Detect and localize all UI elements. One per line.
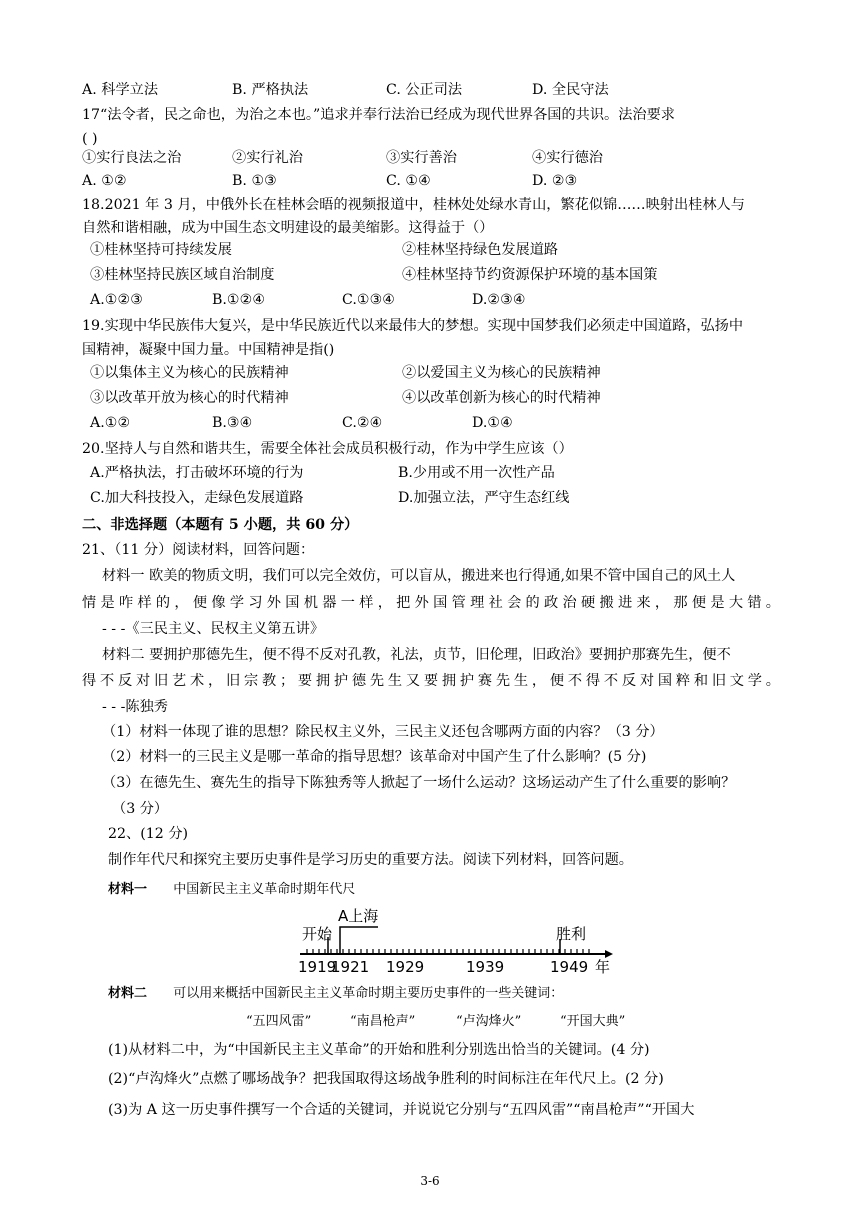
q22-material-1-label: 材料一	[108, 882, 148, 897]
q18-stem-line-1: 18.2021 年 3 月，中俄外长在桂林会晤的视频报道中，桂林处处绿水青山，繁花似锦……映射出桂林人与	[82, 197, 745, 213]
q20-option-c: C.加大科技投入，走绿色发展道路	[90, 490, 304, 506]
q19-item-2: ②以爱国主义为核心的民族精神	[402, 365, 601, 381]
q19-item-4: ④以改革创新为核心的时代精神	[402, 390, 601, 406]
q22-heading: 22、(12 分)	[108, 826, 189, 842]
q17-answer-paren: ( )	[82, 131, 98, 147]
q22-material-2-label: 材料二	[108, 986, 148, 1001]
q19-stem-line-2: 国精神，凝聚中国力量。中国精神是指()	[82, 342, 335, 358]
q17-option-b: B. ①③	[232, 173, 277, 189]
timeline-marker-event-a	[340, 927, 378, 954]
timeline-year-3: 1929	[386, 958, 425, 976]
q19-item-3: ③以改革开放为核心的时代精神	[90, 390, 289, 406]
q18-item-3: ③桂林坚持民族区域自治制度	[90, 267, 275, 283]
timeline-year-1: 1919	[298, 958, 337, 976]
q19-option-b: B.③④	[212, 415, 253, 431]
q17-item-1: ①实行良法之治	[82, 150, 182, 166]
q19-option-c: C.②④	[342, 415, 383, 431]
q22-keyword-3: “卢沟烽火”	[456, 1014, 522, 1029]
q17-option-c: C. ①④	[386, 173, 431, 189]
q18-option-a: A.①②③	[90, 292, 143, 308]
q22-keyword-1: “五四风雷”	[246, 1014, 312, 1029]
q18-option-d: D.②③④	[472, 292, 526, 308]
q18-option-b: B.①②④	[212, 292, 266, 308]
q22-material-2-text: 可以用来概括中国新民主主义革命时期主要历史事件的一些关键词：	[173, 986, 564, 1001]
page-number: 3-6	[420, 1174, 440, 1188]
q17-stem: 17“法令者，民之命也，为治之本也。”追求并奉行法治已经成为现代世界各国的共识。法治要求	[82, 107, 675, 123]
q18-item-2: ②桂林坚持绿色发展道路	[402, 242, 559, 258]
q17-option-d: D. ②③	[532, 173, 578, 189]
q18-option-c: C.①③④	[342, 292, 396, 308]
timeline-unit: 年	[595, 958, 611, 976]
q19-option-a: A.①②	[90, 415, 131, 431]
q22-material-1-text: 中国新民主主义革命时期年代尺	[173, 882, 356, 897]
q21-material-2-line-2: 得不反对旧艺术，旧宗教；要拥护德先生又要拥护赛先生，便不得不反对国粹和旧文学。	[82, 673, 780, 689]
q20-option-a: A.严格执法，打击破坏环境的行为	[90, 465, 304, 481]
q16-option-b: B. 严格执法	[232, 82, 309, 98]
q22-sub-question-1: (1)从材料二中，为“中国新民主主义革命”的开始和胜利分别选出恰当的关键词。(4 分)	[108, 1042, 650, 1058]
q21-material-2-line-1: 材料二 要拥护那德先生，便不得不反对孔教，礼法，贞节，旧伦理，旧政治》要拥护那赛先生，便不	[102, 647, 731, 663]
q17-item-4: ④实行德治	[532, 150, 603, 166]
timeline-label-start: 开始	[302, 925, 333, 943]
section-2-title: 二、非选择题（本题有 5 小题，共 60 分）	[82, 517, 359, 533]
q21-material-2-source: - - -陈独秀	[102, 699, 168, 715]
q17-option-a: A. ①②	[82, 173, 127, 189]
q17-item-3: ③实行善治	[386, 150, 457, 166]
q21-material-1-line-2: 情是咋样的，便像学习外国机器一样，把外国管理社会的政治硬搬进来，那便是大错。	[82, 595, 780, 611]
q21-material-1-source: - - -《三民主义、民权主义第五讲》	[102, 621, 325, 637]
q21-material-1-line-1: 材料一 欧美的物质文明，我们可以完全效仿，可以盲从，搬进来也行得通,如果不管中国自己的风土人	[102, 568, 736, 584]
timeline-year-2: 1921	[331, 958, 370, 976]
q19-stem-line-1: 19.实现中华民族伟大复兴，是中华民族近代以来最伟大的梦想。实现中国梦我们必须走中国道路，弘扬中	[82, 318, 744, 334]
q22-keyword-4: “开国大典”	[560, 1014, 626, 1029]
q18-item-4: ④桂林坚持节约资源保护环境的基本国策	[402, 267, 658, 283]
q22-material-2	[108, 984, 563, 1004]
timeline-label-victory: 胜利	[556, 925, 587, 943]
q17-item-2: ②实行礼治	[232, 150, 303, 166]
q16-option-a: A. 科学立法	[82, 82, 159, 98]
q19-option-d: D.①④	[472, 415, 513, 431]
q22-keyword-2: “南昌枪声”	[350, 1014, 416, 1029]
q16-option-d: D. 全民守法	[532, 82, 609, 98]
q20-option-b: B.少用或不用一次性产品	[398, 465, 555, 481]
q21-sub-question-3-points: （3 分）	[112, 801, 169, 817]
timeline-year-4: 1939	[466, 958, 505, 976]
q20-option-d: D.加强立法，严守生态红线	[398, 490, 570, 506]
timeline-label-event-a: A上海	[338, 907, 379, 925]
timeline-figure	[298, 902, 618, 978]
q18-stem-line-2: 自然和谐相融，成为中国生态文明建设的最美缩影。这得益于（）	[82, 220, 494, 236]
q19-item-1: ①以集体主义为核心的民族精神	[90, 365, 289, 381]
q21-sub-question-1: （1）材料一体现了谁的思想？除民权主义外，三民主义还包含哪两方面的内容？（3 分）	[102, 724, 664, 740]
q21-sub-question-2: （2）材料一的三民主义是哪一革命的指导思想？该革命对中国产生了什么影响？(5 分)	[102, 749, 647, 765]
q21-sub-question-3: （3）在德先生、赛先生的指导下陈独秀等人掀起了一场什么运动？这场运动产生了什么重要的影响？	[102, 775, 736, 791]
q22-material-1	[108, 880, 355, 900]
q22-intro: 制作年代尺和探究主要历史事件是学习历史的重要方法。阅读下列材料，回答问题。	[108, 852, 633, 868]
timeline-year-5: 1949	[550, 958, 589, 976]
q22-sub-question-2: (2)“卢沟烽火”点燃了哪场战争？把我国取得这场战争胜利的时间标注在年代尺上。(2 分)	[108, 1071, 664, 1087]
q21-heading: 21、（11 分）阅读材料，回答问题：	[82, 542, 315, 558]
q20-stem: 20.坚持人与自然和谐共生，需要全体社会成员积极行动，作为中学生应该（）	[82, 441, 573, 457]
q16-option-c: C. 公正司法	[386, 82, 463, 98]
q22-sub-question-3: (3)为 A 这一历史事件撰写一个合适的关键词，并说说它分别与“五四风雷”“南昌枪声”“开国大	[108, 1102, 695, 1118]
q18-item-1: ①桂林坚持可持续发展	[90, 242, 232, 258]
